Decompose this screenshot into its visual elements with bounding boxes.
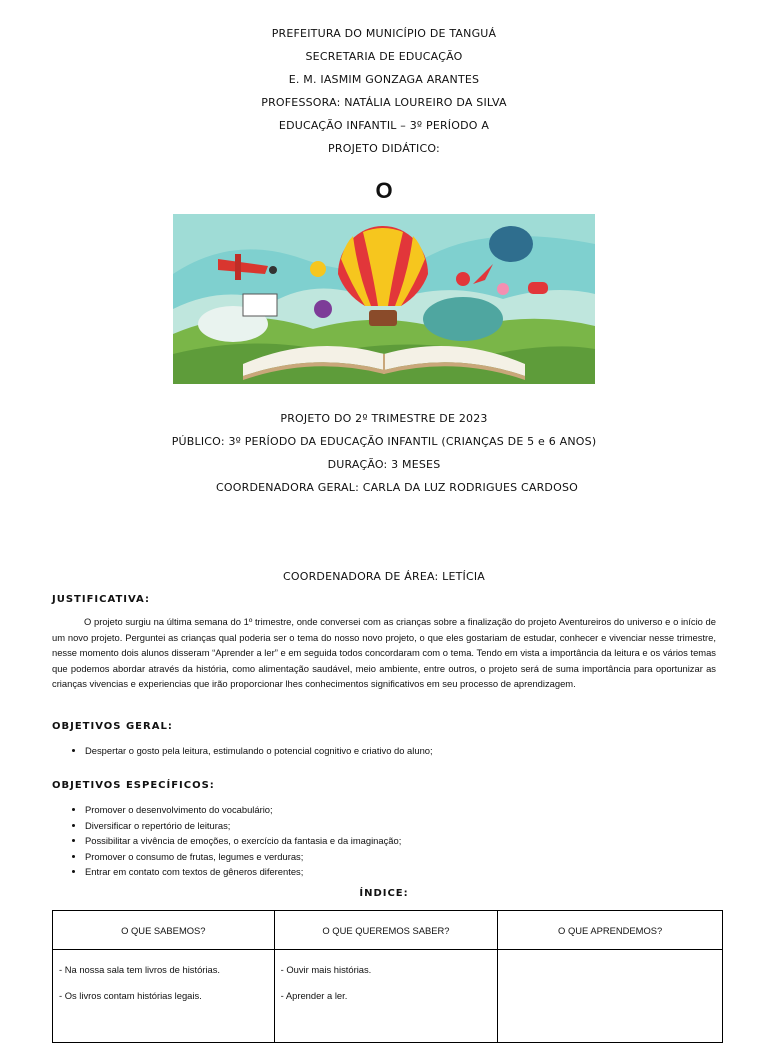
header-municipality: PREFEITURA DO MUNICÍPIO DE TANGUÁ — [271, 27, 497, 40]
table-row — [53, 950, 723, 1043]
list-item: • Despertar o gosto pela leitura, estimulando o potencial cognitivo e criativo do aluno; — [85, 743, 433, 759]
indice-title: ÍNDICE: — [359, 888, 409, 899]
info-general-coordinator: COORDENADORA GERAL: CARLA DA LUZ RODRIGUES CARDOSO — [216, 481, 578, 494]
cell-what-we-learned — [498, 950, 723, 1043]
table-header-row — [53, 911, 723, 950]
list-item: • Entrar em contato com textos de gêneros diferentes; — [85, 864, 401, 880]
cell-what-we-want-to-know — [274, 950, 498, 1043]
info-audience: PÚBLICO: 3º PERÍODO DA EDUCAÇÃO INFANTIL (CRIANÇAS DE 5 e 6 ANOS) — [171, 435, 597, 448]
project-title-letter: O — [375, 178, 393, 203]
objetivos-especificos-title: OBJETIVOS ESPECÍFICOS: — [52, 780, 215, 791]
list-item: • Diversificar o repertório de leituras; — [85, 818, 401, 834]
header-class: EDUCAÇÃO INFANTIL – 3º PERÍODO A — [278, 119, 490, 132]
info-trimester: PROJETO DO 2º TRIMESTRE DE 2023 — [280, 412, 488, 425]
info-duration: DURAÇÃO: 3 MESES — [327, 458, 441, 471]
header-what-we-want-to-know: O QUE QUEREMOS SABER? — [274, 911, 498, 950]
info-area-coordinator: COORDENADORA DE ÁREA: LETÍCIA — [282, 570, 486, 583]
header-what-we-know: O QUE SABEMOS? — [53, 911, 275, 950]
list-item: • Promover o consumo de frutas, legumes e verduras; — [85, 849, 401, 865]
justificativa-text: O projeto surgiu na última semana do 1º trimestre, onde conversei com as crianças sobre a finalização do projeto Aventureiros do universo e o início de um novo projeto. Perguntei as crianças qual poderia ser o tema do nosso novo projeto, o que eles gostariam de estudar, conhecer e vivenciar nesse trimestre, nesse momento dois alunos disseram “Aprender a ler” e em seguida todos concordaram com o tema. Tendo em vista a importância da leitura e os vários temas que podemos abordar através da história, como alimentação saudável, meio ambiente, entre outros, o projeto será de suma importância para oportunizar as crianças vivencias e experiencias que irão proporcionar lhes conhecimentos significativos em seu processo de aprendizagem. — [52, 616, 716, 690]
list-item: - Ouvir mais histórias. — [280, 964, 372, 975]
justificativa-title: JUSTIFICATIVA: — [52, 594, 150, 605]
objetivo-geral-list — [52, 743, 433, 759]
list-item: • Promover o desenvolvimento do vocabulário; — [85, 802, 401, 818]
storybook-balloon-image — [173, 214, 595, 384]
list-item: - Na nossa sala tem livros de histórias. — [59, 964, 221, 975]
header-project-label: PROJETO DIDÁTICO: — [328, 142, 440, 155]
header-what-we-learned: O QUE APRENDEMOS? — [498, 911, 723, 950]
header-teacher: PROFESSORA: NATÁLIA LOUREIRO DA SILVA — [261, 96, 507, 109]
cell-what-we-know — [53, 950, 275, 1043]
header-secretariat: SECRETARIA DE EDUCAÇÃO — [305, 50, 463, 63]
book-illustration — [173, 214, 595, 384]
objetivo-geral-title: OBJETIVOS GERAL: — [52, 721, 173, 732]
objetivos-especificos-list — [52, 802, 401, 880]
list-item: - Os livros contam histórias legais. — [59, 990, 202, 1001]
list-item: • Possibilitar a vivência de emoções, o exercício da fantasia e da imaginação; — [85, 833, 401, 849]
justificativa-paragraph — [52, 614, 716, 692]
header-school: E. M. IASMIM GONZAGA ARANTES — [288, 73, 480, 86]
list-item: - Aprender a ler. — [280, 990, 348, 1001]
kwl-table — [52, 910, 723, 1043]
